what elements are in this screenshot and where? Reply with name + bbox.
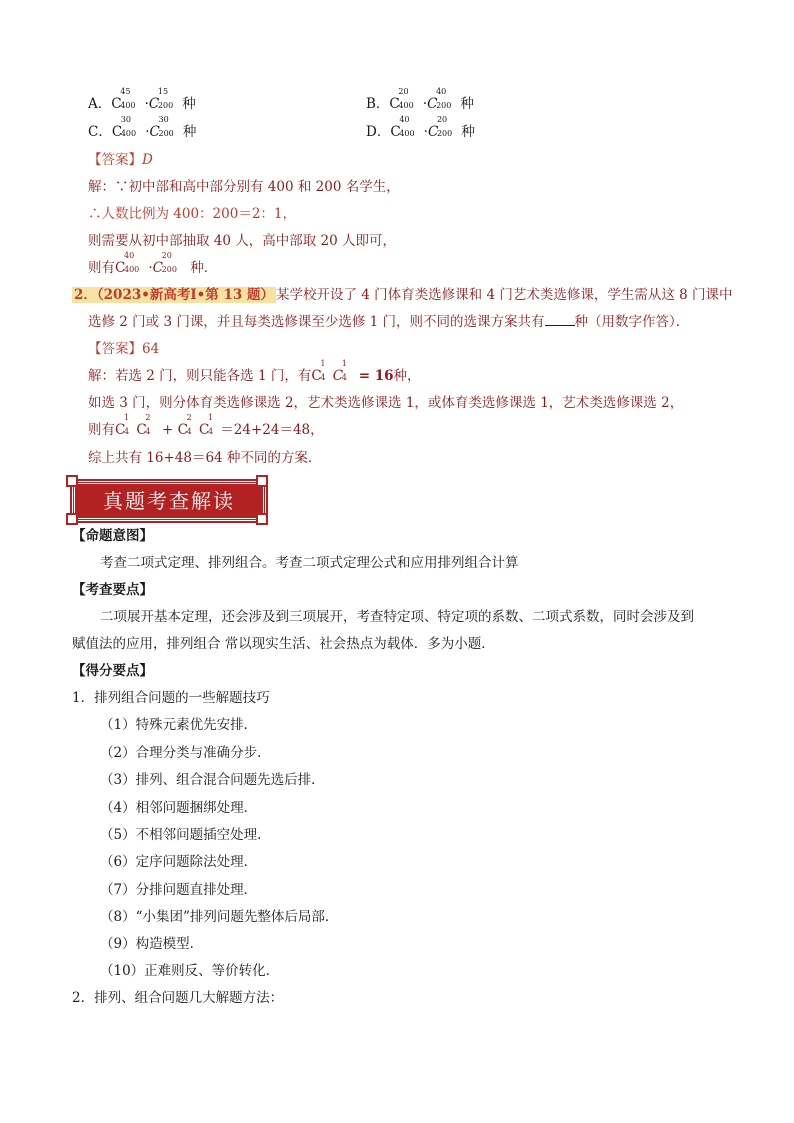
score-points-heading-2: 2．排列、组合问题几大解题方法： xyxy=(72,990,284,1006)
q2-number-source: 2．（2023•新高考Ⅰ•第 13 题） xyxy=(74,287,274,303)
comb-term: C 40 200 xyxy=(427,87,452,112)
q2-solution-line-3: 则有C 1 4 C 2 4 + C 2 4 C 1 4 ＝24+24＝48， xyxy=(88,413,324,438)
intent-text: 考查二项式定理、排列组合。考查二项式定理公式和应用排列组合计算 xyxy=(100,555,519,571)
comb-term: C 20 200 xyxy=(152,251,177,276)
comb-term: C 45 400 xyxy=(111,87,136,112)
option-b-label: B． xyxy=(366,96,390,112)
list-item: （8）“小集团”排列问题先整体后局部． xyxy=(100,909,339,925)
option-d: D．C 40 400 ·C 20 200 种 xyxy=(366,115,475,140)
q1-solution-line-4: 则有C 40 400 ·C 20 200 种． xyxy=(88,251,218,276)
q1-solution-line-3: 则需要从初中部抽取 40 人，高中部取 20 人即可， xyxy=(88,233,397,249)
comb-term: C 20 400 xyxy=(389,87,414,112)
answer-value: D xyxy=(142,152,153,168)
q1-answer xyxy=(88,150,153,170)
banner-title: 真题考查解读 xyxy=(103,489,235,513)
comb-term: C 2 4 xyxy=(177,413,192,438)
option-b: B．C 20 400 ·C 40 200 种 xyxy=(366,87,474,112)
comb-term: C 1 4 xyxy=(311,359,326,384)
comb-term: C 30 200 xyxy=(149,115,174,140)
q2-solution-line-1: 解：若选 2 门，则只能各选 1 门，有C 1 4 C 1 4 = 16种， xyxy=(88,359,421,384)
comb-term: C 1 4 xyxy=(332,359,347,384)
answer-tag: 【答案】 xyxy=(88,152,142,168)
option-a-label: A． xyxy=(88,96,112,112)
comb-term: C 30 400 xyxy=(111,115,137,140)
list-item: （3）排列、组合混合问题先选后排． xyxy=(100,772,325,788)
answer-blank xyxy=(545,325,575,326)
key-points-text-1: 二项展开基本定理，还会涉及到三项展开，考查特定项、特定项的系数、二项式系数，同时会涉及到 xyxy=(100,609,694,625)
score-points-label: 【得分要点】 xyxy=(72,663,153,679)
option-c-label: C． xyxy=(88,124,112,140)
list-item: （5）不相邻问题插空处理． xyxy=(100,827,271,843)
list-item: （9）构造模型． xyxy=(100,936,204,952)
banner-corner-ornament xyxy=(66,475,78,487)
option-a: A．C 45 400 ·C 15 200 种 xyxy=(88,87,196,112)
comb-term: C 20 200 xyxy=(427,115,453,140)
list-item: （7）分排问题直排处理． xyxy=(100,882,258,898)
q2-solution-line-2: 如选 3 门，则分体育类选修课选 2，艺术类选修课选 1，或体育类选修课选 1，艺术类选修课选 2， xyxy=(88,395,684,411)
list-item: （2）合理分类与准确分步． xyxy=(100,745,271,761)
banner-corner-ornament xyxy=(256,475,268,487)
intent-label: 【命题意图】 xyxy=(72,528,153,544)
banner-corner-ornament xyxy=(256,513,268,525)
banner-corner-ornament xyxy=(66,513,78,525)
comb-term: C 2 4 xyxy=(136,413,151,438)
list-item: （6）定序问题除法处理． xyxy=(100,854,258,870)
option-c: C．C 30 400 ·C 30 200 种 xyxy=(88,115,197,140)
list-item: （10）正难则反、等价转化． xyxy=(100,963,280,979)
answer-value: 64 xyxy=(142,341,160,357)
q2-stem-line-1: 2．（2023•新高考Ⅰ•第 13 题） 某学校开设了 4 门体育类选修课和 4 门艺术类选修课，学生需从这 8 门课中 xyxy=(74,287,733,303)
comb-term: C 40 400 xyxy=(390,115,415,140)
section-banner xyxy=(72,481,266,521)
list-item: （1）特殊元素优先安排． xyxy=(100,717,258,733)
q2-answer xyxy=(88,339,159,359)
comb-term: C 15 200 xyxy=(148,87,174,112)
option-d-label: D． xyxy=(366,124,391,140)
list-item: （4）相邻问题捆绑处理． xyxy=(100,800,258,816)
score-points-heading-1: 1．排列组合问题的一些解题技巧 xyxy=(72,690,270,706)
q2-stem-line-2: 选修 2 门或 3 门课，并且每类选修课至少选修 1 门，则不同的选课方案共有 种（用数字作答）． xyxy=(88,314,690,330)
key-points-text-2: 赋值法的应用，排列组合 常以现实生活、社会热点为载体．多为小题． xyxy=(72,636,495,652)
key-points-label: 【考查要点】 xyxy=(72,582,153,598)
q1-solution-line-2: ∴人数比例为 400：200＝2：1， xyxy=(88,206,297,222)
q2-solution-line-4: 综上共有 16+48＝64 种不同的方案． xyxy=(88,450,322,466)
comb-term: C 40 400 xyxy=(115,251,140,276)
q1-solution-line-1: 解：∵初中部和高中部分别有 400 和 200 名学生， xyxy=(88,179,400,195)
comb-term: C 1 4 xyxy=(198,413,214,438)
answer-tag: 【答案】 xyxy=(88,341,142,357)
comb-term: C 1 4 xyxy=(115,413,130,438)
